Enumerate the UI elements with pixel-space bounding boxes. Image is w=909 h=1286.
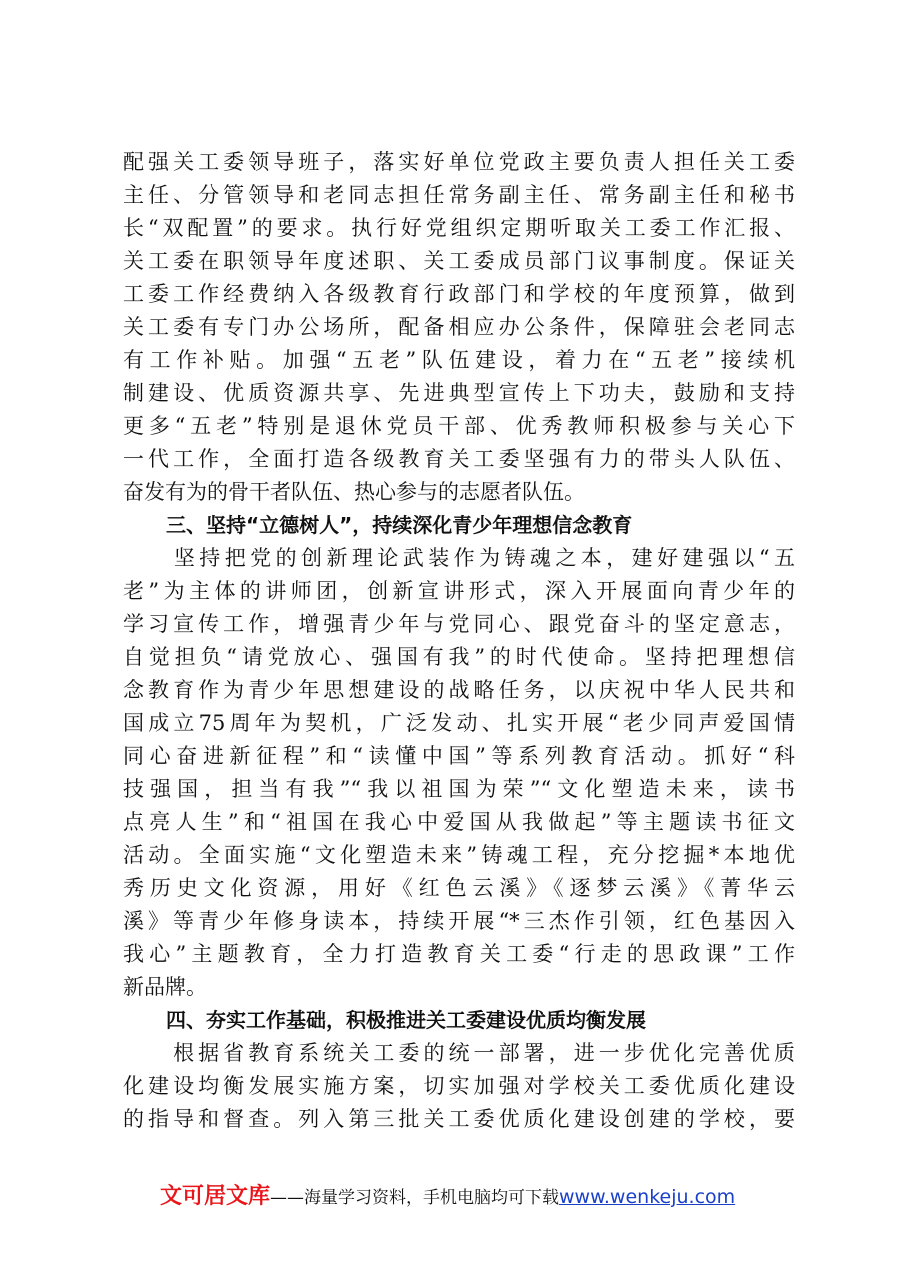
text-line: 念教育作为青少年思想建设的战略任务，以庆祝中华人民共和 (123, 678, 795, 702)
footer-tagline: ——海量学习资料，手机电脑均可下载 (270, 1188, 560, 1208)
text-line: 制建设、优质资源共享、先进典型宣传上下功夫，鼓励和支持 (123, 381, 795, 405)
text-line: 新品牌。 (123, 975, 207, 999)
footer-url-link[interactable]: www.wenkeju.com (559, 1186, 736, 1208)
section-heading: 三、坚持“立德树人”，持续深化青少年理想信念教育 (166, 513, 633, 537)
text-line: 配强关工委领导班子，落实好单位党政主要负责人担任关工委 (123, 150, 795, 174)
text-line: 主任、分管领导和老同志担任常务副主任、常务副主任和秘书 (123, 183, 795, 207)
text-line: 老”为主体的讲师团，创新宣讲形式，深入开展面向青少年的 (123, 579, 795, 603)
text-line: 活动。全面实施“文化塑造未来”铸魂工程，充分挖掘*本地优 (123, 843, 795, 867)
text-line: 秀历史文化资源，用好《红色云溪》《逐梦云溪》《菁华云 (123, 876, 795, 900)
text-line: 技强国，担当有我”“我以祖国为荣”“文化塑造未来，读书 (123, 777, 795, 801)
text-line: 一代工作，全面打造各级教育关工委坚强有力的带头人队伍、 (123, 447, 795, 471)
footer-banner (160, 1182, 780, 1212)
text-line: 工委工作经费纳入各级教育行政部门和学校的年度预算，做到 (123, 282, 795, 306)
text-line: 自觉担负“请党放心、强国有我”的时代使命。坚持把理想信 (123, 645, 795, 669)
text-line: 关工委有专门办公场所，配备相应办公条件，保障驻会老同志 (123, 315, 795, 339)
text-line: 有工作补贴。加强“五老”队伍建设，着力在“五老”接续机 (123, 348, 795, 372)
text-line: 学习宣传工作，增强青少年与党同心、跟党奋斗的坚定意志， (123, 612, 795, 636)
text-line: 化建设均衡发展实施方案，切实加强对学校关工委优质化建设 (123, 1074, 795, 1098)
text-line: 更多“五老”特别是退休党员干部、优秀教师积极参与关心下 (123, 414, 795, 438)
text-line: 的指导和督查。列入第三批关工委优质化建设创建的学校，要 (123, 1107, 795, 1131)
text-line: 点亮人生”和“祖国在我心中爱国从我做起”等主题读书征文 (123, 810, 795, 834)
section-heading: 四、夯实工作基础，积极推进关工委建设优质均衡发展 (166, 1008, 646, 1032)
text-line: 国成立75周年为契机，广泛发动、扎实开展“老少同声爱国情 (123, 711, 795, 735)
text-line: 根据省教育系统关工委的统一部署，进一步优化完善优质 (123, 1041, 795, 1065)
text-line: 坚持把党的创新理论武装作为铸魂之本，建好建强以“五 (123, 546, 795, 570)
text-line: 溪》等青少年修身读本，持续开展“*三杰作引领，红色基因入 (123, 909, 795, 933)
footer-brand: 文可居文库 (160, 1184, 271, 1209)
text-line: 奋发有为的骨干者队伍、热心参与的志愿者队伍。 (123, 480, 585, 504)
text-line: 长“双配置”的要求。执行好党组织定期听取关工委工作汇报、 (123, 216, 795, 240)
document-body (123, 146, 795, 1136)
text-line: 同心奋进新征程”和“读懂中国”等系列教育活动。抓好“科 (123, 744, 795, 768)
text-line: 关工委在职领导年度述职、关工委成员部门议事制度。保证关 (123, 249, 795, 273)
text-line: 我心”主题教育，全力打造教育关工委“行走的思政课”工作 (123, 942, 795, 966)
